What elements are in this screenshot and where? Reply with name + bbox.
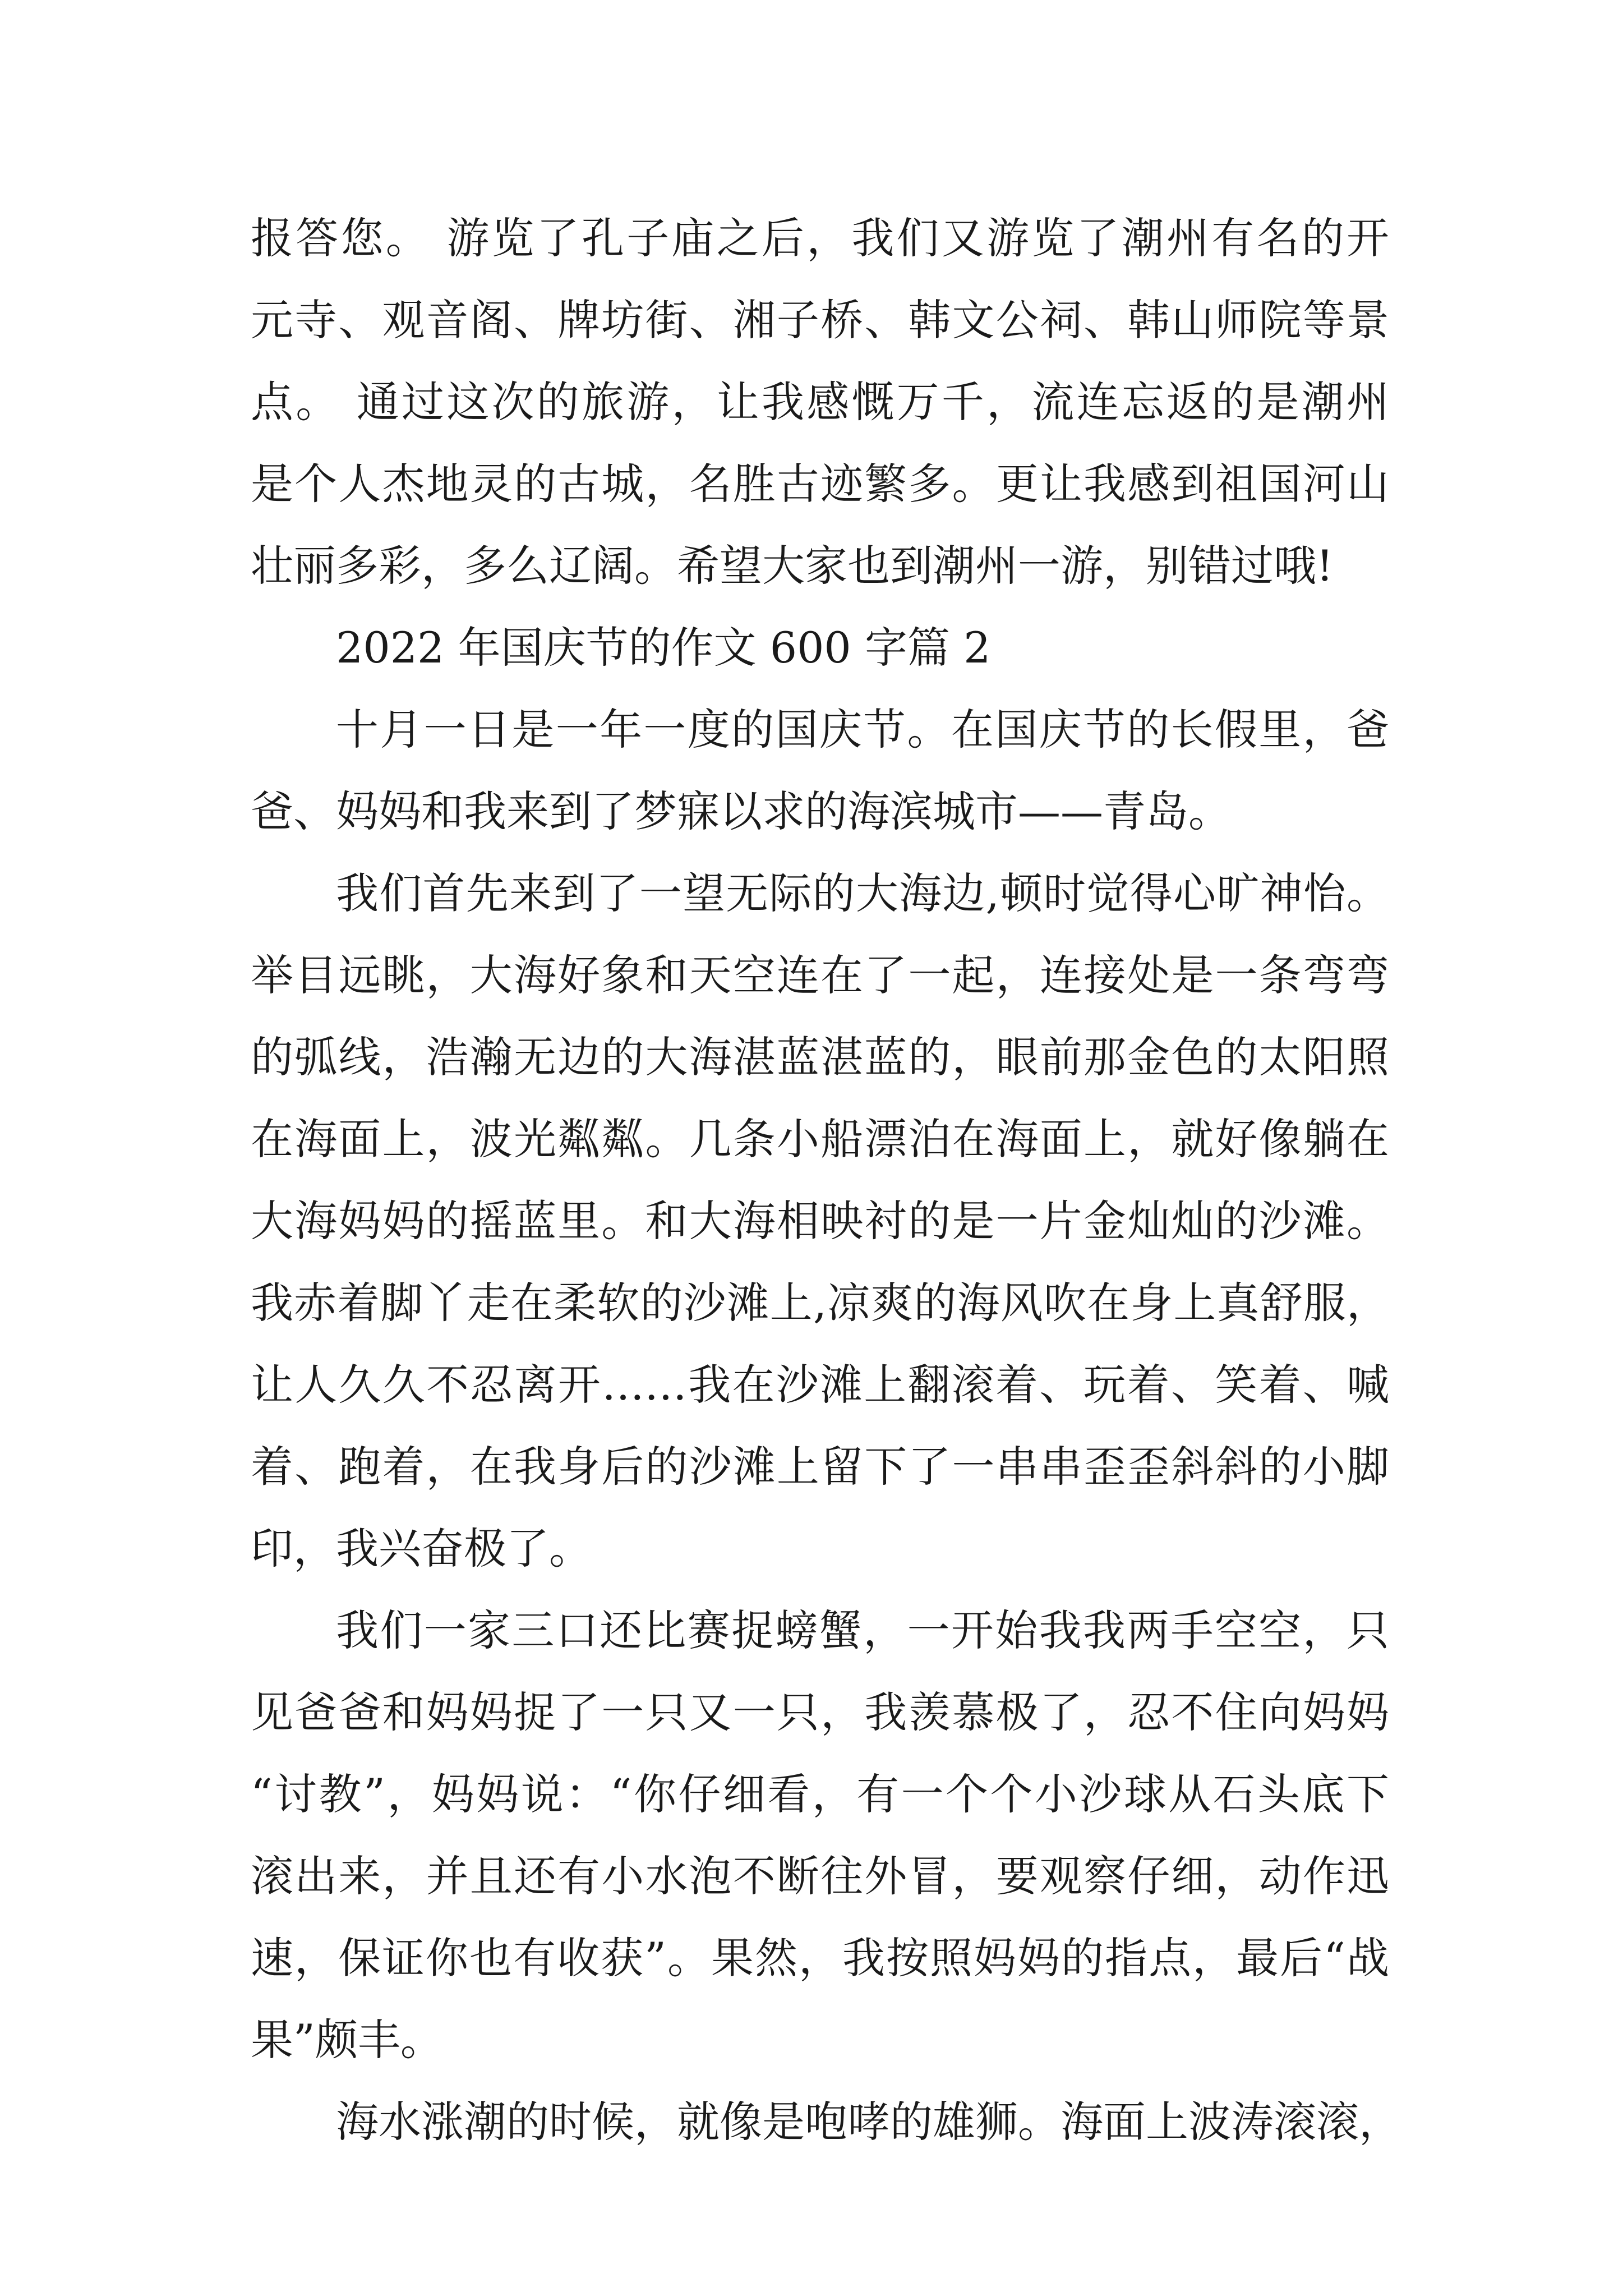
text-line: 我们首先来到了一望无际的大海边,顿时觉得心旷神怡。 — [336, 868, 1389, 918]
text-line: 壮丽多彩，多么辽阔。希望大家也到潮州一游，别错过哦! — [251, 541, 1334, 591]
text-line: 我赤着脚丫走在柔软的沙滩上,凉爽的海风吹在身上真舒服， — [251, 1278, 1389, 1328]
text-line: 我们一家三口还比赛捉螃蟹，一开始我我两手空空，只 — [336, 1605, 1389, 1655]
document-body — [251, 197, 1401, 2163]
text-line: 让人久久不忍离开……我在沙滩上翻滚着、玩着、笑着、喊 — [251, 1360, 1389, 1410]
text-line: 大海妈妈的摇蓝里。和大海相映衬的是一片金灿灿的沙滩。 — [251, 1196, 1389, 1246]
text-line: 元寺、观音阁、牌坊街、湘子桥、韩文公祠、韩山师院等景 — [251, 295, 1389, 345]
text-line: 十月一日是一年一度的国庆节。在国庆节的长假里，爸 — [336, 705, 1389, 754]
text-line: 印，我兴奋极了。 — [251, 1524, 592, 1573]
text-line: 果”颇丰。 — [251, 2015, 443, 2065]
text-line: 报答您。 游览了孔子庙之后，我们又游览了潮州有名的开 — [251, 213, 1389, 263]
text-line: 在海面上，波光粼粼。几条小船漂泊在海面上，就好像躺在 — [251, 1114, 1389, 1164]
text-line: 见爸爸和妈妈捉了一只又一只，我羡慕极了，忍不住向妈妈 — [251, 1687, 1389, 1737]
text-line: 举目远眺，大海好象和天空连在了一起，连接处是一条弯弯 — [251, 950, 1389, 1000]
text-line: 是个人杰地灵的古城，名胜古迹繁多。更让我感到祖国河山 — [251, 459, 1389, 509]
text-line: 点。 通过这次的旅游，让我感慨万千，流连忘返的是潮州 — [251, 377, 1389, 427]
text-line: 速，保证你也有收获”。果然，我按照妈妈的指点，最后“战 — [251, 1933, 1389, 1983]
text-line: 爸、妈妈和我来到了梦寐以求的海滨城市——青岛。 — [251, 786, 1231, 836]
text-line: 海水涨潮的时候，就像是咆哮的雄狮。海面上波涛滚滚， — [336, 2097, 1401, 2147]
section-heading: 2022 年国庆节的作文 600 字篇 2 — [336, 623, 991, 673]
text-line: “讨教”，妈妈说：“你仔细看，有一个个小沙球从石头底下 — [251, 1769, 1389, 1819]
text-line: 着、跑着，在我身后的沙滩上留下了一串串歪歪斜斜的小脚 — [251, 1442, 1389, 1492]
text-line: 的弧线，浩瀚无边的大海湛蓝湛蓝的，眼前那金色的太阳照 — [251, 1032, 1389, 1082]
text-line: 滚出来，并且还有小水泡不断往外冒，要观察仔细，动作迅 — [251, 1851, 1389, 1901]
